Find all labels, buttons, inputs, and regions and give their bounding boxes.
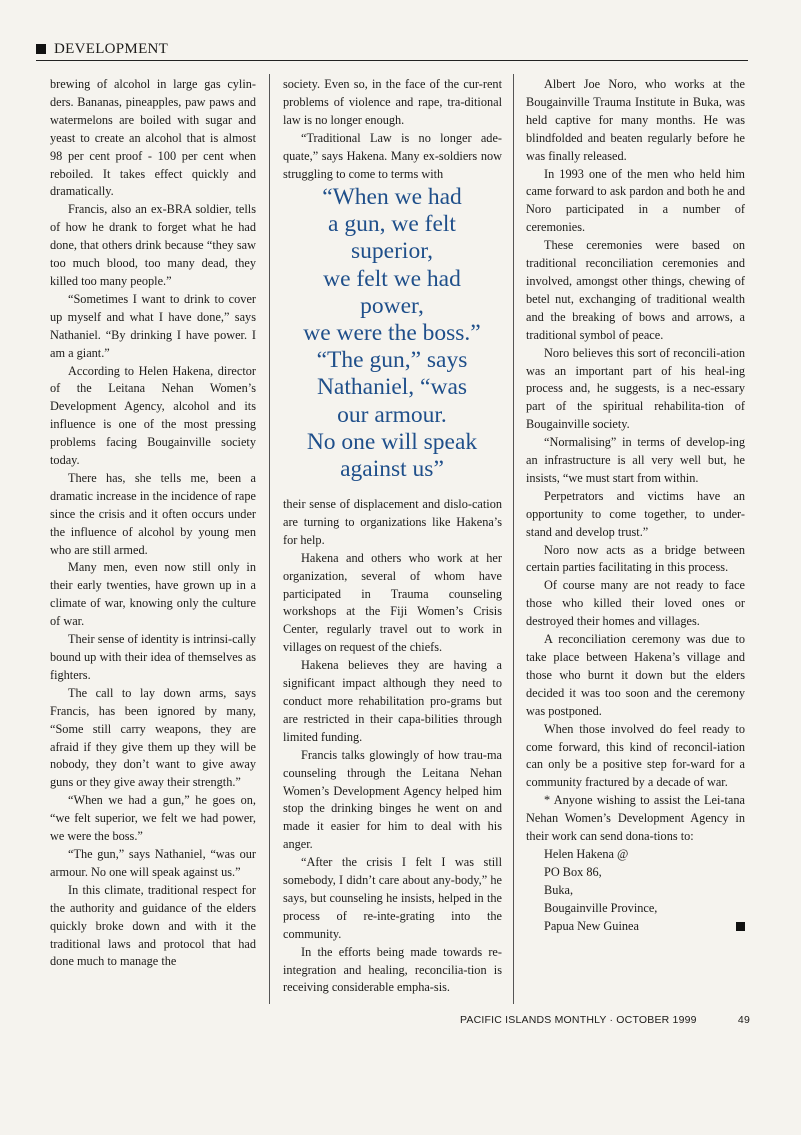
paragraph: Many men, even now still only in their early twenties, have grown up in a climate of war, knowing only the culture of war. <box>50 560 256 629</box>
paragraph: * Anyone wishing to assist the Lei-tana Nehan Women’s Development Agency in their work can send dona-tions to: <box>526 793 745 844</box>
page-number: 49 <box>737 1014 750 1026</box>
paragraph: These ceremonies were based on traditional reconciliation ceremonies and involved, amongst other things, chewing of betel nut, exchanging of traditional wealth and the breaking of bows and arrows, a traditional symbol of peace. <box>526 238 745 342</box>
pull-quote-line: No one will speak <box>306 428 478 455</box>
section-title: DEVELOPMENT <box>54 41 169 57</box>
paragraph: According to Helen Hakena, director of the Leitana Nehan Women’s Development Agency, alcohol and its influence is one of the most pressing problems facing Bougainville society today. <box>50 363 256 468</box>
article-column-2-top <box>283 76 502 183</box>
article-column-2-bottom <box>283 496 502 997</box>
section-header <box>36 40 748 61</box>
paragraph: When those involved do feel ready to come forward, this kind of reconcil-iation can only be a positive step for-ward for a community fractured by a decade of war. <box>526 721 745 790</box>
pull-quote-line: “The gun,” says <box>316 347 468 374</box>
paragraph: “Normalising” in terms of develop-ing an infrastructure is all very well but, he insists, “we must start from within. <box>526 435 745 485</box>
paragraph: In this climate, traditional respect for the authority and guidance of the elders quickly broke down and with it the traditional laws and protocol that had done much to manage the <box>50 882 256 969</box>
paragraph: Perpetrators and victims have an opportunity to come together, to under-stand and develop trust.” <box>526 488 745 539</box>
pull-quote-line: Nathaniel, “was <box>316 374 468 401</box>
pull-quote-line: we felt we had <box>323 265 461 292</box>
column-divider <box>513 74 514 1004</box>
paragraph: “Traditional Law is no longer ade-quate,” says Hakena. Many ex-soldiers now struggling to come to terms with <box>283 130 502 181</box>
paragraph: There has, she tells me, been a dramatic increase in the incidence of rape since the crisis and it often occurs under the influence of alcohol by young men who are still armed. <box>50 470 256 557</box>
paragraph: Noro now acts as a bridge between certain parties facilitating in this process. <box>526 542 745 575</box>
end-mark-icon <box>736 922 745 931</box>
paragraph: brewing of alcohol in large gas cylin-ders. Bananas, pineapples, paw paws and watermelons are boiled with sugar and yeast to create an alcohol that is almost 98 per cent proof - 100 per cent when reboiled. It takes effect quickly and dramatically. <box>50 77 256 199</box>
paragraph: Hakena and others who work at her organization, several of whom have participated in Trauma counseling workshops at the Fiji Women’s Crisis Center, regularly travel out to work in villages on request of the chiefs. <box>283 550 502 655</box>
paragraph: “When we had a gun,” he goes on, “we felt superior, we felt we had power, we were the boss.” <box>50 793 256 844</box>
pull-quote-line: we were the boss.” <box>303 320 481 347</box>
pull-quote-line: our armour. <box>337 401 447 428</box>
pull-quote-line: “When we had <box>322 184 462 210</box>
address-line: PO Box 86, <box>544 864 602 879</box>
article-column-3 <box>526 76 745 936</box>
pull-quote-line: against us” <box>340 456 444 483</box>
paragraph: Their sense of identity is intrinsi-cally bound up with their idea of themselves as fighters. <box>50 632 256 682</box>
pull-quote-line: power, <box>360 292 424 319</box>
paragraph: “The gun,” says Nathaniel, “was our armour. No one will speak against us.” <box>50 846 256 879</box>
section-square-icon <box>36 44 46 54</box>
paragraph: A reconciliation ceremony was due to take place between Hakena’s village and those who burnt it down but the elders decided it was too soon and the ceremony was postponed. <box>526 632 745 718</box>
paragraph: their sense of displacement and dislo-cation are turning to organizations like Hakena’s for help. <box>283 497 502 547</box>
address-line: Helen Hakena @ <box>544 846 629 861</box>
address-line: Bougainville Province, <box>544 900 658 915</box>
paragraph: In the efforts being made towards re-integration and healing, reconcilia-tion is receiving considerable empha-sis. <box>283 944 502 995</box>
paragraph: Hakena believes they are having a significant impact although they need to conduct more rehabilitation pro-grams but are restricted in their capa-bilities through limited funding. <box>283 658 502 744</box>
paragraph: Francis, also an ex-BRA soldier, tells of how he drank to forget what he had done, that others drink because “they saw too much blood, too many dead, they killed too many people.” <box>50 202 256 288</box>
address-line <box>526 918 745 936</box>
pull-quote <box>281 184 503 483</box>
paragraph: In 1993 one of the men who held him came forward to ask pardon and both he and Noro participated in a number of ceremonies. <box>526 166 745 235</box>
paragraph: “After the crisis I felt I was still somebody, I didn’t care about any-body,” he says, but counseling he insists, helped in the process of re-inte-grating into the community. <box>283 855 502 941</box>
address-country: Papua New Guinea <box>544 918 639 933</box>
paragraph: Of course many are not ready to face those who killed their loved ones or destroyed their homes and villages. <box>526 578 745 629</box>
paragraph: Noro believes this sort of reconcili-ation was an important part of his heal-ing process and, he suggests, is a nec-essary part of the spiritual rehabilita-tion of Bougainville society. <box>526 345 745 432</box>
donation-address <box>526 846 745 936</box>
column-divider <box>269 74 270 1004</box>
paragraph: The call to lay down arms, says Francis, has been ignored by many, “Some still carry weapons, they are afraid if they give them up they will be nobody, they don’t want to give away guns or they give away their strength.” <box>50 685 256 790</box>
publication-issue: PACIFIC ISLANDS MONTHLY · OCTOBER 1999 <box>460 1014 697 1026</box>
pull-quote-line: a gun, we felt <box>328 211 456 238</box>
paragraph: Albert Joe Noro, who works at the Bougainville Trauma Institute in Buka, was held captive for many months. He was blindfolded and beaten regularly before he was finally released. <box>526 77 745 163</box>
pull-quote-line: superior, <box>351 238 433 265</box>
paragraph: Francis talks glowingly of how trau-ma counseling through the Leitana Nehan Women’s Development Agency helped him stop the drinking binges he went on and made it easier for him to deal with his anger. <box>283 747 502 852</box>
paragraph: society. Even so, in the face of the cur-rent problems of violence and rape, tra-ditional law is no longer enough. <box>283 77 502 127</box>
article-column-1 <box>50 76 256 971</box>
address-line: Buka, <box>544 882 574 897</box>
paragraph: “Sometimes I want to drink to cover up myself and what I have done,” says Nathaniel. “By drinking I have power. I am a giant.” <box>50 291 256 360</box>
